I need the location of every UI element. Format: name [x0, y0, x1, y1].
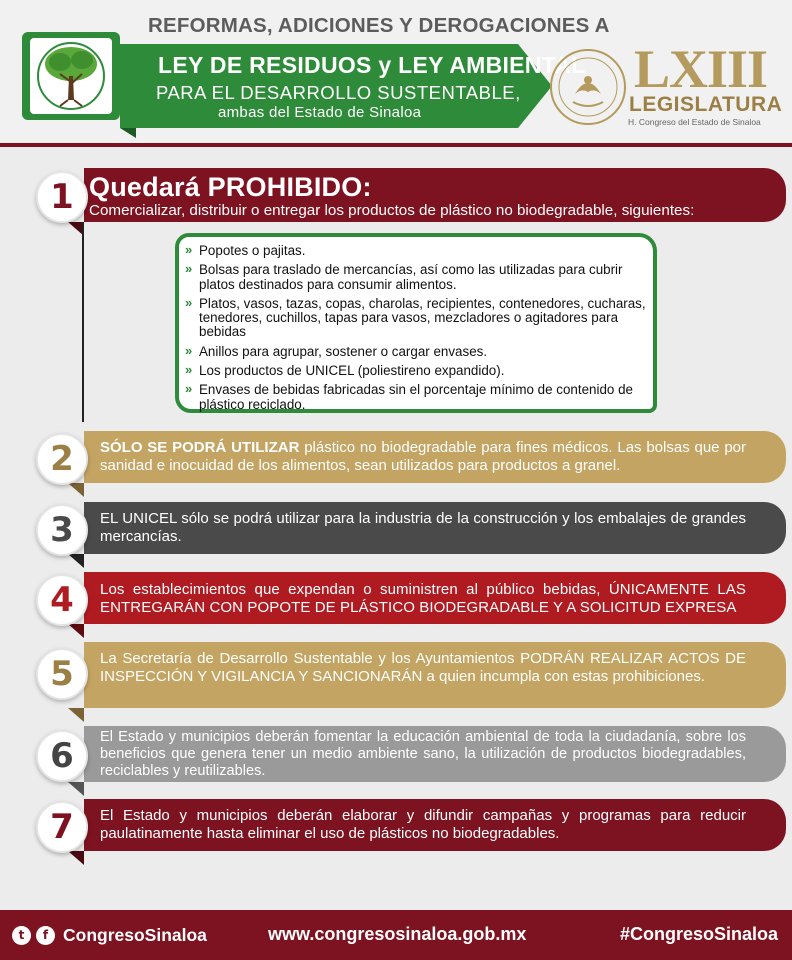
chevron-right-icon: »: [185, 362, 193, 378]
item-4-text: Los establecimientos que expendan o suministren al público bebidas, ÚNICAMENTE LAS ENTREGARÁN CON POPOTE DE PLÁSTICO BIODEGRADABLE Y A SOLICITUD EXPRESA: [100, 581, 746, 616]
legislature-number: LXIII: [634, 39, 768, 99]
logo-frame: [22, 32, 120, 120]
mexico-seal-icon: [549, 48, 627, 126]
item-3-fold: [68, 554, 84, 568]
item-3-text: EL UNICEL sólo se podrá utilizar para la industria de la construcción y los embalajes de grandes mercancías.: [100, 510, 746, 545]
hashtag: #CongresoSinaloa: [619, 924, 778, 944]
legislature-label: LEGISLATURA: [629, 93, 783, 116]
item-7-text: El Estado y municipios deberán elaborar y difundir campañas y programas para reducir paulatinamente hasta eliminar el uso de plásticos no biodegradables.: [100, 807, 746, 842]
website-link[interactable]: www.congresosinaloa.gob.mx: [268, 924, 527, 944]
item-5-fold: [68, 708, 84, 722]
item-6-fold: [68, 782, 84, 796]
list-item: » Los productos de UNICEL (poliestireno expandido).: [185, 362, 505, 379]
list-item: » Anillos para agrupar, sostener o cargar envases.: [185, 342, 488, 359]
chevron-right-icon: »: [185, 294, 193, 310]
item-4-number: 4: [36, 574, 88, 626]
item-5-number: 5: [36, 648, 88, 700]
item-2-number: 2: [36, 433, 88, 485]
facebook-icon[interactable]: f: [36, 926, 55, 945]
chevron-right-icon: »: [185, 342, 193, 358]
item-3-number: 3: [36, 504, 88, 556]
item-7-fold: [68, 851, 84, 865]
item-1-number: 1: [36, 171, 88, 223]
item-5-text: La Secretaría de Desarrollo Sustentable y los Ayuntamientos PODRÁN REALIZAR ACTOS DE INSPECCIÓN Y VIGILANCIA Y SANCIONARÁN a quien incumpla con estas prohibiciones.: [100, 650, 746, 685]
item-1-subtitle: Comercializar, distribuir o entregar los productos de plástico no biodegradable, siguientes:: [89, 202, 695, 219]
item-6-text: El Estado y municipios deberán fomentar la educación ambiental de toda la ciudadanía, sobre los beneficios que genera tener un medio ambiente sano, la utilización de productos biodegradables, reciclables y reutilizables.: [100, 729, 746, 779]
list-item: » Bolsas para traslado de mercancías, así como las utilizadas para cubrir platos destinados para consumir alimentos.: [185, 261, 623, 292]
header-divider: [0, 143, 792, 147]
congress-name: H. Congreso del Estado de Sinaloa: [628, 117, 761, 127]
item-2-fold: [68, 483, 84, 497]
list-item: » Popotes o pajitas.: [185, 242, 306, 258]
item-2-text: SÓLO SE PODRÁ UTILIZAR plástico no biodegradable para fines médicos. Las bolsas que por sanidad e inocuidad de los alimentos, sean utilizados para productos a granel.: [100, 439, 746, 474]
social-links[interactable]: [12, 925, 207, 946]
social-handle[interactable]: CongresoSinaloa: [63, 925, 207, 945]
list-item: » Envases de bebidas fabricadas sin el porcentaje mínimo de contenido de plástico reciclado.: [185, 381, 633, 412]
law-subtitle: PARA EL DESARROLLO SUSTENTABLE,: [156, 82, 521, 103]
twitter-icon[interactable]: t: [12, 926, 31, 945]
law-scope: ambas del Estado de Sinaloa: [218, 104, 422, 121]
chevron-right-icon: »: [185, 261, 193, 277]
item-7-number: 7: [36, 801, 88, 853]
list-item: » Platos, vasos, tazas, copas, charolas, recipientes, contenedores, cucharas, tenedores, cuchillos, tapas para vasos, mezcladores o agitadores para bebidas: [185, 294, 646, 340]
chevron-right-icon: »: [185, 381, 193, 397]
header-title: REFORMAS, ADICIONES Y DEROGACIONES A: [148, 14, 610, 37]
item-1-connector: [82, 222, 84, 422]
chevron-right-icon: »: [185, 242, 193, 257]
law-title: LEY DE RESIDUOS y LEY AMBIENTAL: [158, 52, 586, 78]
item-6-number: 6: [36, 730, 88, 782]
prohibited-list: [185, 244, 655, 417]
tree-logo-icon: [30, 38, 112, 114]
item-4-fold: [68, 624, 84, 638]
item-1-title: Quedará PROHIBIDO:: [89, 172, 372, 202]
